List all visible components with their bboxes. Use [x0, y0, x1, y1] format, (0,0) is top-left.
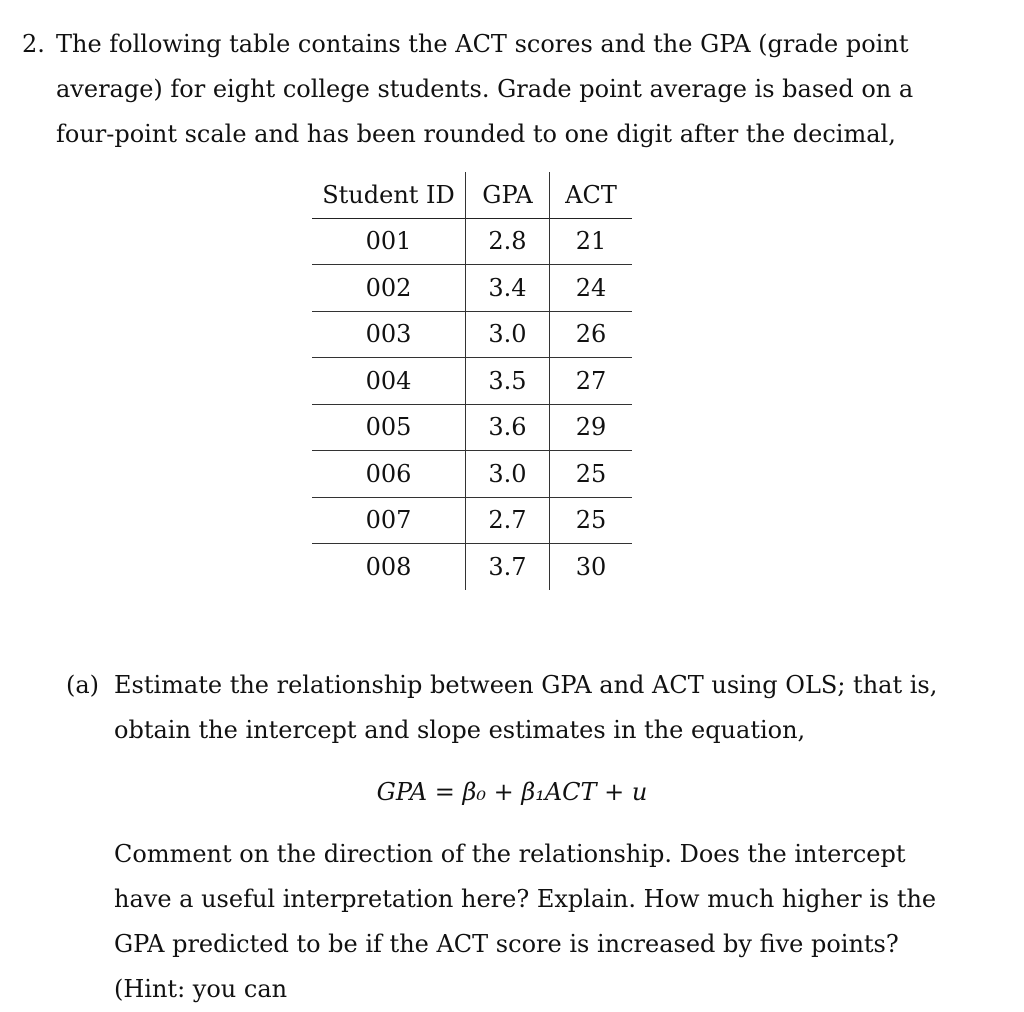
table-row [312, 265, 632, 312]
header-act: ACT [565, 180, 617, 209]
cell-act: 25 [575, 459, 607, 488]
cell-act: 25 [575, 506, 607, 535]
table-header-row [312, 172, 632, 218]
cell-act: 29 [575, 413, 607, 442]
table-row [312, 358, 632, 405]
question-number: 2. [22, 30, 45, 58]
cell-student-id: 007 [312, 497, 466, 544]
cell-act: 30 [575, 552, 607, 581]
cell-student-id: 004 [312, 358, 466, 405]
cell-gpa: 3.4 [466, 265, 550, 312]
table-row [312, 451, 632, 498]
cell-gpa: 3.6 [466, 404, 550, 451]
cell-student-id: 008 [312, 544, 466, 590]
cell-student-id: 003 [312, 311, 466, 358]
part-a-label: (a) [66, 671, 100, 699]
table-row [312, 497, 632, 544]
cell-act: 24 [575, 273, 607, 302]
part-a-questions: Comment on the direction of the relationship. Does the intercept have a useful interpretation here? Explain. How much higher is the GPA predicted to be if the ACT score is increased by five points? (Hint: you can [114, 840, 937, 1003]
regression-equation: GPA = β₀ + β₁ACT + u [376, 778, 648, 806]
part-a-text: Estimate the relationship between GPA and ACT using OLS; that is, obtain the intercept and slope estimates in the equation, [114, 671, 938, 744]
cell-gpa: 2.7 [466, 497, 550, 544]
cell-gpa: 3.7 [466, 544, 550, 590]
cell-student-id: 005 [312, 404, 466, 451]
table-row [312, 544, 632, 590]
cell-student-id: 001 [312, 218, 466, 265]
header-student-id: Student ID [312, 172, 466, 218]
data-table [312, 172, 632, 590]
cell-student-id: 006 [312, 451, 466, 498]
cell-gpa: 3.5 [466, 358, 550, 405]
table-row [312, 218, 632, 265]
cell-student-id: 002 [312, 265, 466, 312]
table-row [312, 404, 632, 451]
cell-act: 27 [575, 366, 607, 395]
cell-gpa: 3.0 [466, 451, 550, 498]
cell-act: 21 [575, 227, 607, 256]
question-text: The following table contains the ACT scores and the GPA (grade point average) for eight college students. Grade point average is based on a four-point scale and has been rounded to one digit after the decimal, [56, 30, 914, 148]
cell-act: 26 [575, 320, 607, 349]
cell-gpa: 3.0 [466, 311, 550, 358]
header-gpa: GPA [466, 172, 550, 218]
table-row [312, 311, 632, 358]
cell-gpa: 2.8 [466, 218, 550, 265]
